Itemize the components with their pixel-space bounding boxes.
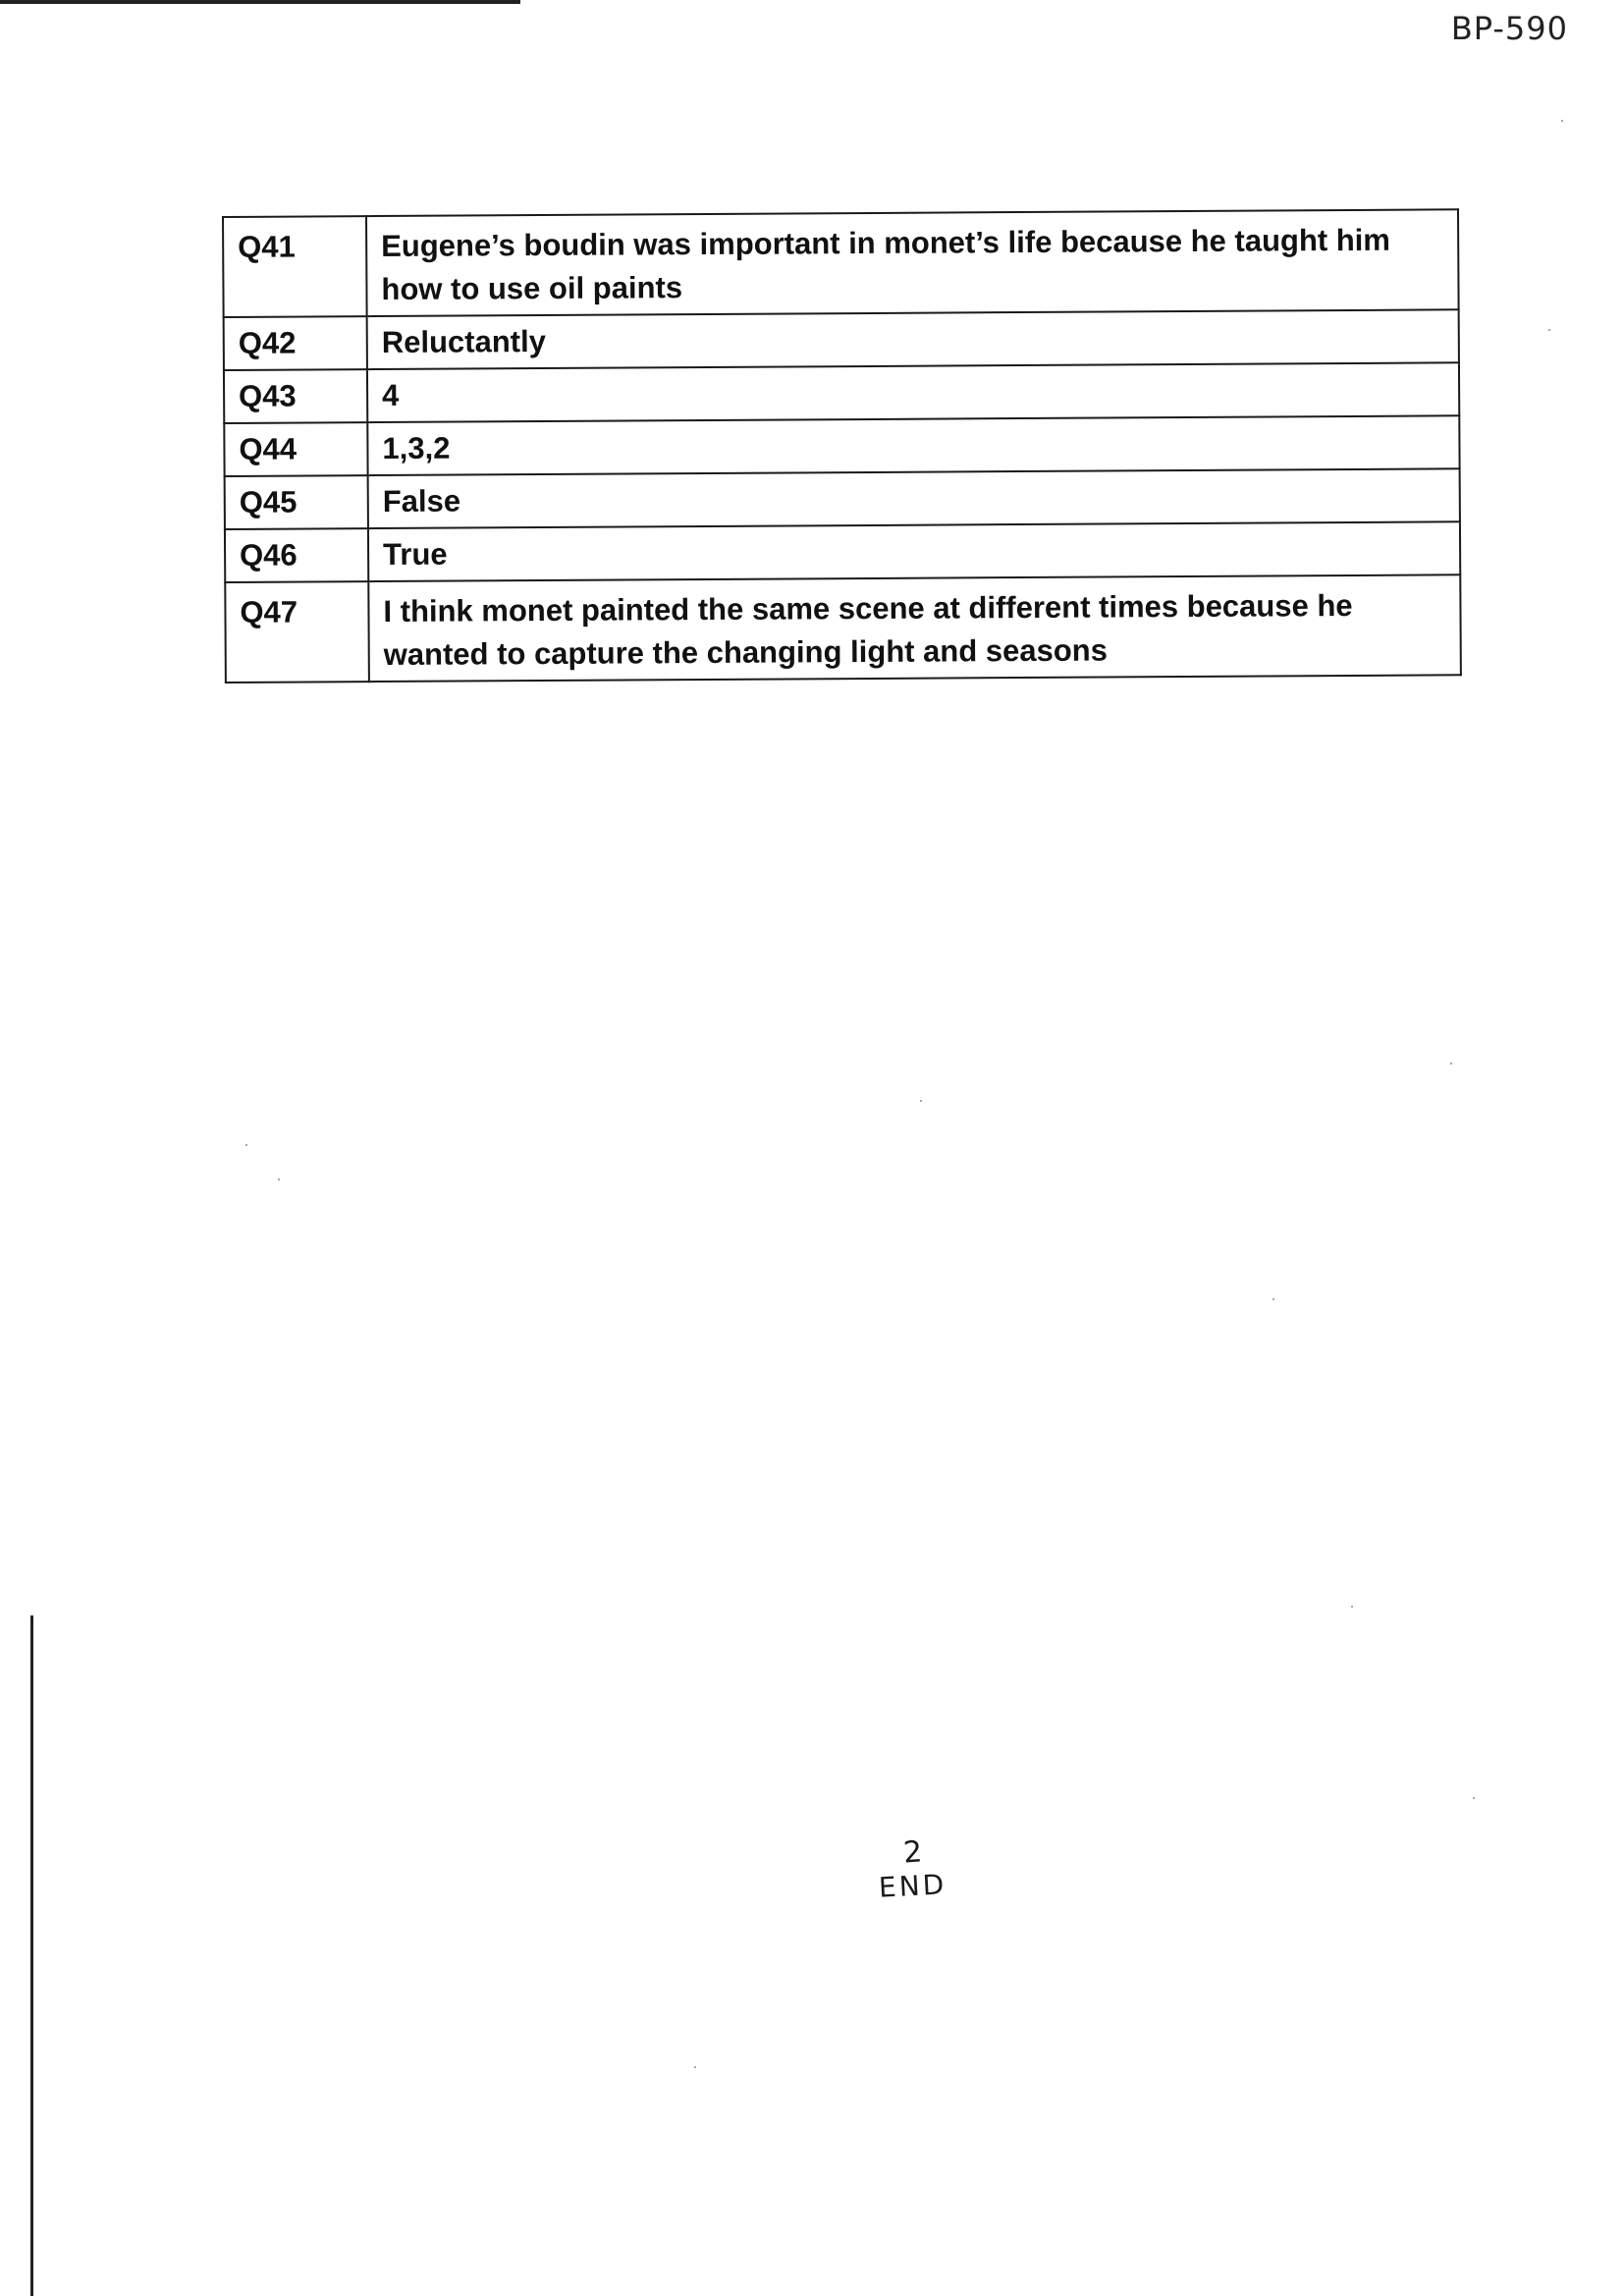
scan-speck — [245, 1144, 247, 1146]
question-number: Q43 — [224, 369, 367, 423]
page-number: 2 — [901, 1834, 924, 1871]
scan-speck — [1561, 120, 1563, 122]
answer-row-q41 — [223, 209, 1459, 317]
scan-speck — [920, 1100, 922, 1102]
scan-speck — [278, 1178, 280, 1180]
scan-speck — [1473, 1797, 1475, 1799]
answer-row-q47 — [225, 574, 1461, 683]
answer-row-q45 — [225, 468, 1460, 529]
scan-speck — [1450, 1063, 1452, 1065]
answer-text: 1,3,2 — [367, 415, 1459, 475]
left-border-line — [30, 1615, 33, 2296]
answer-row-q44 — [224, 415, 1459, 476]
scan-speck — [1548, 329, 1550, 331]
answers-table — [222, 208, 1462, 683]
document-id-stamp: BP-590 — [1450, 10, 1568, 47]
answer-text: Eugene’s boudin was important in monet’s life because he taught him how to use oil paints — [366, 209, 1459, 316]
answer-text: Reluctantly — [367, 309, 1459, 369]
question-number: Q42 — [224, 316, 367, 370]
question-number: Q44 — [224, 422, 367, 476]
answer-row-q43 — [224, 362, 1459, 423]
end-mark: END — [878, 1868, 948, 1904]
answer-text: False — [368, 468, 1460, 528]
answer-text: True — [368, 521, 1460, 581]
answer-text: I think monet painted the same scene at different times because he wanted to capture the changing light and seasons — [368, 574, 1461, 682]
scan-speck — [694, 2066, 696, 2068]
answer-row-q46 — [225, 521, 1460, 582]
handwritten-footer — [879, 1836, 947, 1902]
question-number: Q46 — [225, 528, 368, 582]
question-number: Q47 — [225, 581, 369, 683]
answer-row-q42 — [224, 309, 1459, 370]
scan-speck — [1272, 1298, 1274, 1300]
answer-text: 4 — [367, 362, 1459, 422]
top-border-line — [0, 0, 520, 4]
question-number: Q45 — [225, 475, 368, 529]
question-number: Q41 — [223, 216, 367, 317]
scan-speck — [1351, 1606, 1353, 1608]
